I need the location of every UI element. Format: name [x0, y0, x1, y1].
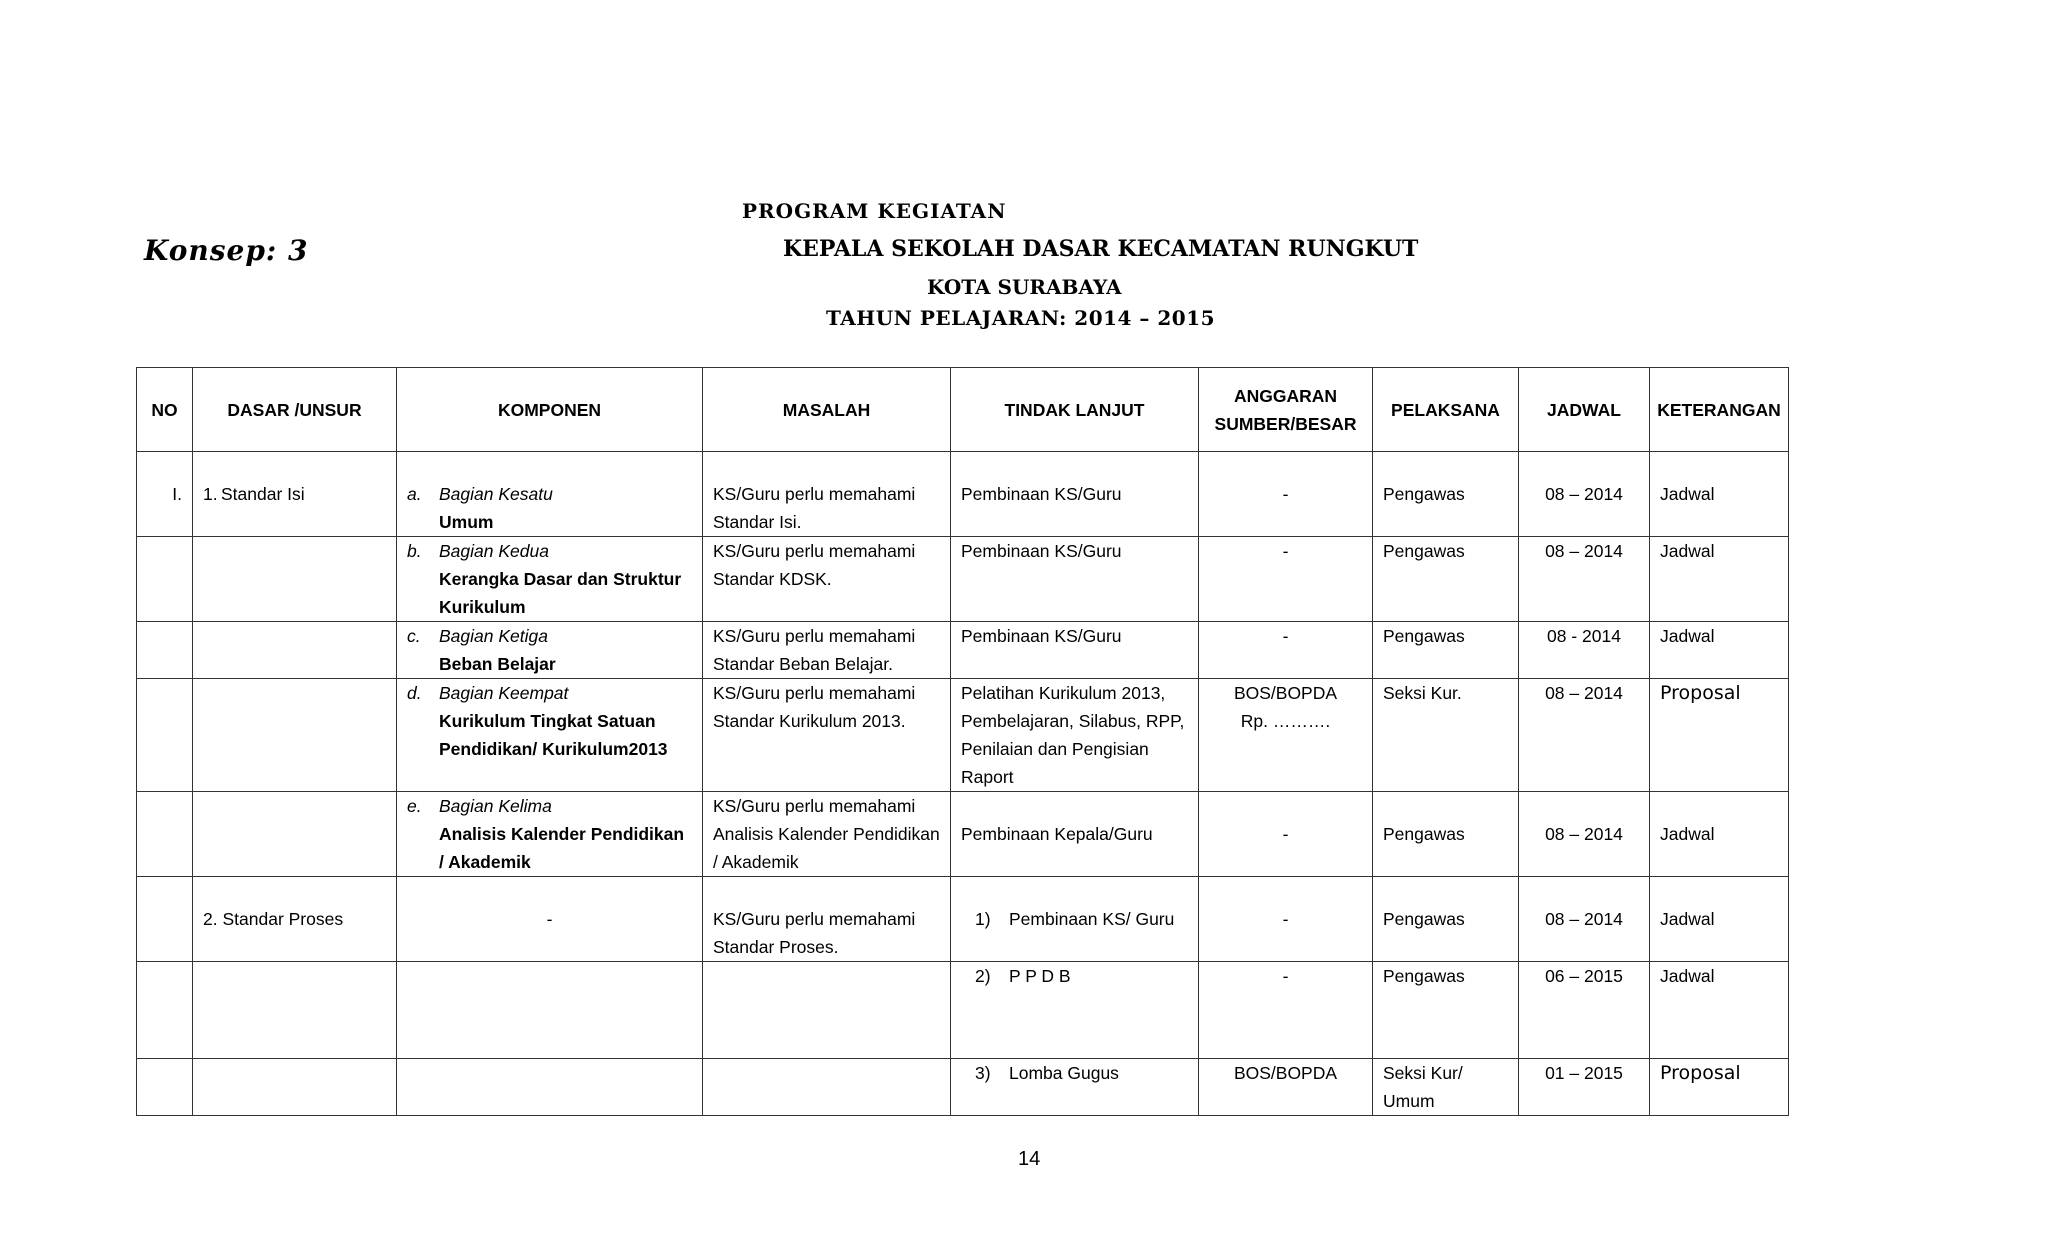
cell-no — [137, 962, 193, 1059]
cell-jadwal: 08 – 2014 — [1519, 452, 1650, 537]
cell-no — [137, 537, 193, 622]
cell-anggaran: - — [1199, 962, 1373, 1059]
table-row — [137, 537, 1789, 622]
cell-jadwal: 08 – 2014 — [1519, 679, 1650, 792]
cell-pelaksana: Pengawas — [1373, 622, 1519, 679]
cell-tindak-lanjut: Pembinaan KS/Guru — [951, 622, 1199, 679]
col-header-masalah: MASALAH — [703, 368, 951, 452]
cell-tindak-lanjut: Pembinaan KS/Guru — [951, 537, 1199, 622]
cell-tindak-lanjut — [951, 877, 1199, 962]
cell-no — [137, 1059, 193, 1116]
col-header-anggaran-line1: ANGGARAN — [1233, 385, 1338, 406]
col-header-jadwal: JADWAL — [1519, 368, 1650, 452]
komponen-detail: Analisis Kalender Pendidikan / Akademik — [439, 824, 685, 872]
cell-dasar — [193, 792, 397, 877]
dasar-number: 2. — [203, 909, 218, 929]
cell-anggaran: - — [1199, 877, 1373, 962]
cell-komponen — [397, 679, 703, 792]
dasar-label: Standar Isi — [221, 484, 305, 504]
tindak-label: Pembinaan KS/ Guru — [1009, 909, 1175, 929]
cell-no — [137, 622, 193, 679]
komponen-title: Bagian Kedua — [439, 541, 549, 561]
komponen-letter: b. — [407, 541, 422, 561]
table-row — [137, 622, 1789, 679]
cell-no — [137, 679, 193, 792]
col-header-keterangan: KETERANGAN — [1650, 368, 1789, 452]
table-row — [137, 962, 1789, 1059]
cell-tindak-lanjut — [951, 1059, 1199, 1116]
title-line-2: KEPALA SEKOLAH DASAR KECAMATAN RUNGKUT — [783, 236, 1419, 262]
komponen-title: Bagian Kelima — [439, 796, 552, 816]
cell-keterangan: Jadwal — [1650, 877, 1789, 962]
komponen-title: Bagian Ketiga — [439, 626, 548, 646]
table-row — [137, 1059, 1789, 1116]
cell-keterangan: Jadwal — [1650, 537, 1789, 622]
cell-komponen — [397, 452, 703, 537]
cell-anggaran: - — [1199, 622, 1373, 679]
cell-jadwal: 01 – 2015 — [1519, 1059, 1650, 1116]
tindak-number: 2) — [975, 966, 991, 986]
komponen-detail: Beban Belajar — [439, 654, 556, 674]
col-header-pelaksana: PELAKSANA — [1373, 368, 1519, 452]
cell-masalah — [703, 962, 951, 1059]
col-header-dasar: DASAR /UNSUR — [193, 368, 397, 452]
cell-jadwal: 08 – 2014 — [1519, 877, 1650, 962]
cell-pelaksana: Pengawas — [1373, 877, 1519, 962]
title-line-4: TAHUN PELAJARAN: 2014 – 2015 — [826, 306, 1216, 330]
cell-tindak-lanjut: Pelatihan Kurikulum 2013, Pembelajaran, Silabus, RPP, Penilaian dan Pengisian Raport — [951, 679, 1199, 792]
cell-masalah: KS/Guru perlu memahami Standar Isi. — [703, 452, 951, 537]
dasar-label: Standar Proses — [222, 909, 344, 929]
cell-pelaksana: Pengawas — [1373, 537, 1519, 622]
col-header-anggaran — [1199, 368, 1373, 452]
cell-jadwal: 08 - 2014 — [1519, 622, 1650, 679]
tindak-number: 3) — [975, 1063, 991, 1083]
komponen-letter: c. — [407, 626, 421, 646]
cell-komponen: - — [397, 877, 703, 962]
program-table — [136, 367, 1789, 1116]
cell-komponen — [397, 962, 703, 1059]
cell-dasar — [193, 537, 397, 622]
cell-tindak-lanjut: Pembinaan KS/Guru — [951, 452, 1199, 537]
tindak-label: P P D B — [1009, 966, 1071, 986]
komponen-detail: Kurikulum Tingkat Satuan Pendidikan/ Kurikulum2013 — [439, 711, 668, 759]
cell-pelaksana: Pengawas — [1373, 962, 1519, 1059]
cell-keterangan: Jadwal — [1650, 452, 1789, 537]
cell-masalah: KS/Guru perlu memahami Standar Kurikulum 2013. — [703, 679, 951, 792]
cell-dasar — [193, 1059, 397, 1116]
cell-pelaksana: Pengawas — [1373, 792, 1519, 877]
cell-pelaksana: Seksi Kur/ Umum — [1373, 1059, 1519, 1116]
cell-keterangan: Jadwal — [1650, 962, 1789, 1059]
cell-jadwal: 06 – 2015 — [1519, 962, 1650, 1059]
cell-masalah: KS/Guru perlu memahami Standar KDSK. — [703, 537, 951, 622]
title-line-3: KOTA SURABAYA — [927, 275, 1122, 299]
cell-tindak-lanjut: Pembinaan Kepala/Guru — [951, 792, 1199, 877]
cell-keterangan: Proposal — [1650, 679, 1789, 792]
cell-anggaran — [1199, 679, 1373, 792]
cell-jadwal: 08 – 2014 — [1519, 537, 1650, 622]
cell-no: I. — [137, 452, 193, 537]
cell-dasar — [193, 679, 397, 792]
anggaran-source: BOS/BOPDA — [1233, 683, 1338, 703]
cell-masalah — [703, 1059, 951, 1116]
title-line-1: PROGRAM KEGIATAN — [742, 199, 1007, 223]
cell-dasar — [193, 877, 397, 962]
cell-pelaksana: Seksi Kur. — [1373, 679, 1519, 792]
cell-komponen — [397, 792, 703, 877]
cell-masalah: KS/Guru perlu memahami Standar Proses. — [703, 877, 951, 962]
page-number: 14 — [1018, 1148, 1041, 1170]
konsep-label: Konsep: 3 — [144, 234, 309, 267]
table-header-row — [137, 368, 1789, 452]
komponen-title: Bagian Kesatu — [439, 484, 553, 504]
col-header-tindak-lanjut: TINDAK LANJUT — [951, 368, 1199, 452]
komponen-title: Bagian Keempat — [439, 683, 569, 703]
komponen-letter: e. — [407, 796, 422, 816]
cell-pelaksana: Pengawas — [1373, 452, 1519, 537]
table-row — [137, 792, 1789, 877]
cell-jadwal: 08 – 2014 — [1519, 792, 1650, 877]
cell-komponen — [397, 622, 703, 679]
komponen-detail: Umum — [439, 512, 494, 532]
cell-keterangan: Jadwal — [1650, 792, 1789, 877]
cell-tindak-lanjut — [951, 962, 1199, 1059]
cell-anggaran: - — [1199, 452, 1373, 537]
cell-dasar — [193, 962, 397, 1059]
table-row — [137, 679, 1789, 792]
cell-no — [137, 877, 193, 962]
anggaran-amount: Rp. ………. — [1240, 711, 1331, 731]
table-row — [137, 877, 1789, 962]
tindak-label: Lomba Gugus — [1009, 1063, 1119, 1083]
cell-masalah: KS/Guru perlu memahami Analisis Kalender Pendidikan / Akademik — [703, 792, 951, 877]
col-header-no: NO — [137, 368, 193, 452]
komponen-detail: Kerangka Dasar dan Struktur Kurikulum — [439, 569, 682, 617]
table-row — [137, 452, 1789, 537]
cell-no — [137, 792, 193, 877]
komponen-letter: a. — [407, 484, 422, 504]
dasar-number: 1. — [203, 484, 218, 504]
cell-anggaran: - — [1199, 792, 1373, 877]
col-header-komponen: KOMPONEN — [397, 368, 703, 452]
col-header-anggaran-line2: SUMBER/BESAR — [1214, 413, 1357, 434]
tindak-number: 1) — [975, 909, 991, 929]
cell-dasar — [193, 452, 397, 537]
cell-dasar — [193, 622, 397, 679]
cell-masalah: KS/Guru perlu memahami Standar Beban Belajar. — [703, 622, 951, 679]
cell-keterangan: Jadwal — [1650, 622, 1789, 679]
cell-keterangan: Proposal — [1650, 1059, 1789, 1116]
cell-anggaran: BOS/BOPDA — [1199, 1059, 1373, 1116]
cell-anggaran: - — [1199, 537, 1373, 622]
cell-komponen — [397, 1059, 703, 1116]
komponen-letter: d. — [407, 683, 422, 703]
cell-komponen — [397, 537, 703, 622]
